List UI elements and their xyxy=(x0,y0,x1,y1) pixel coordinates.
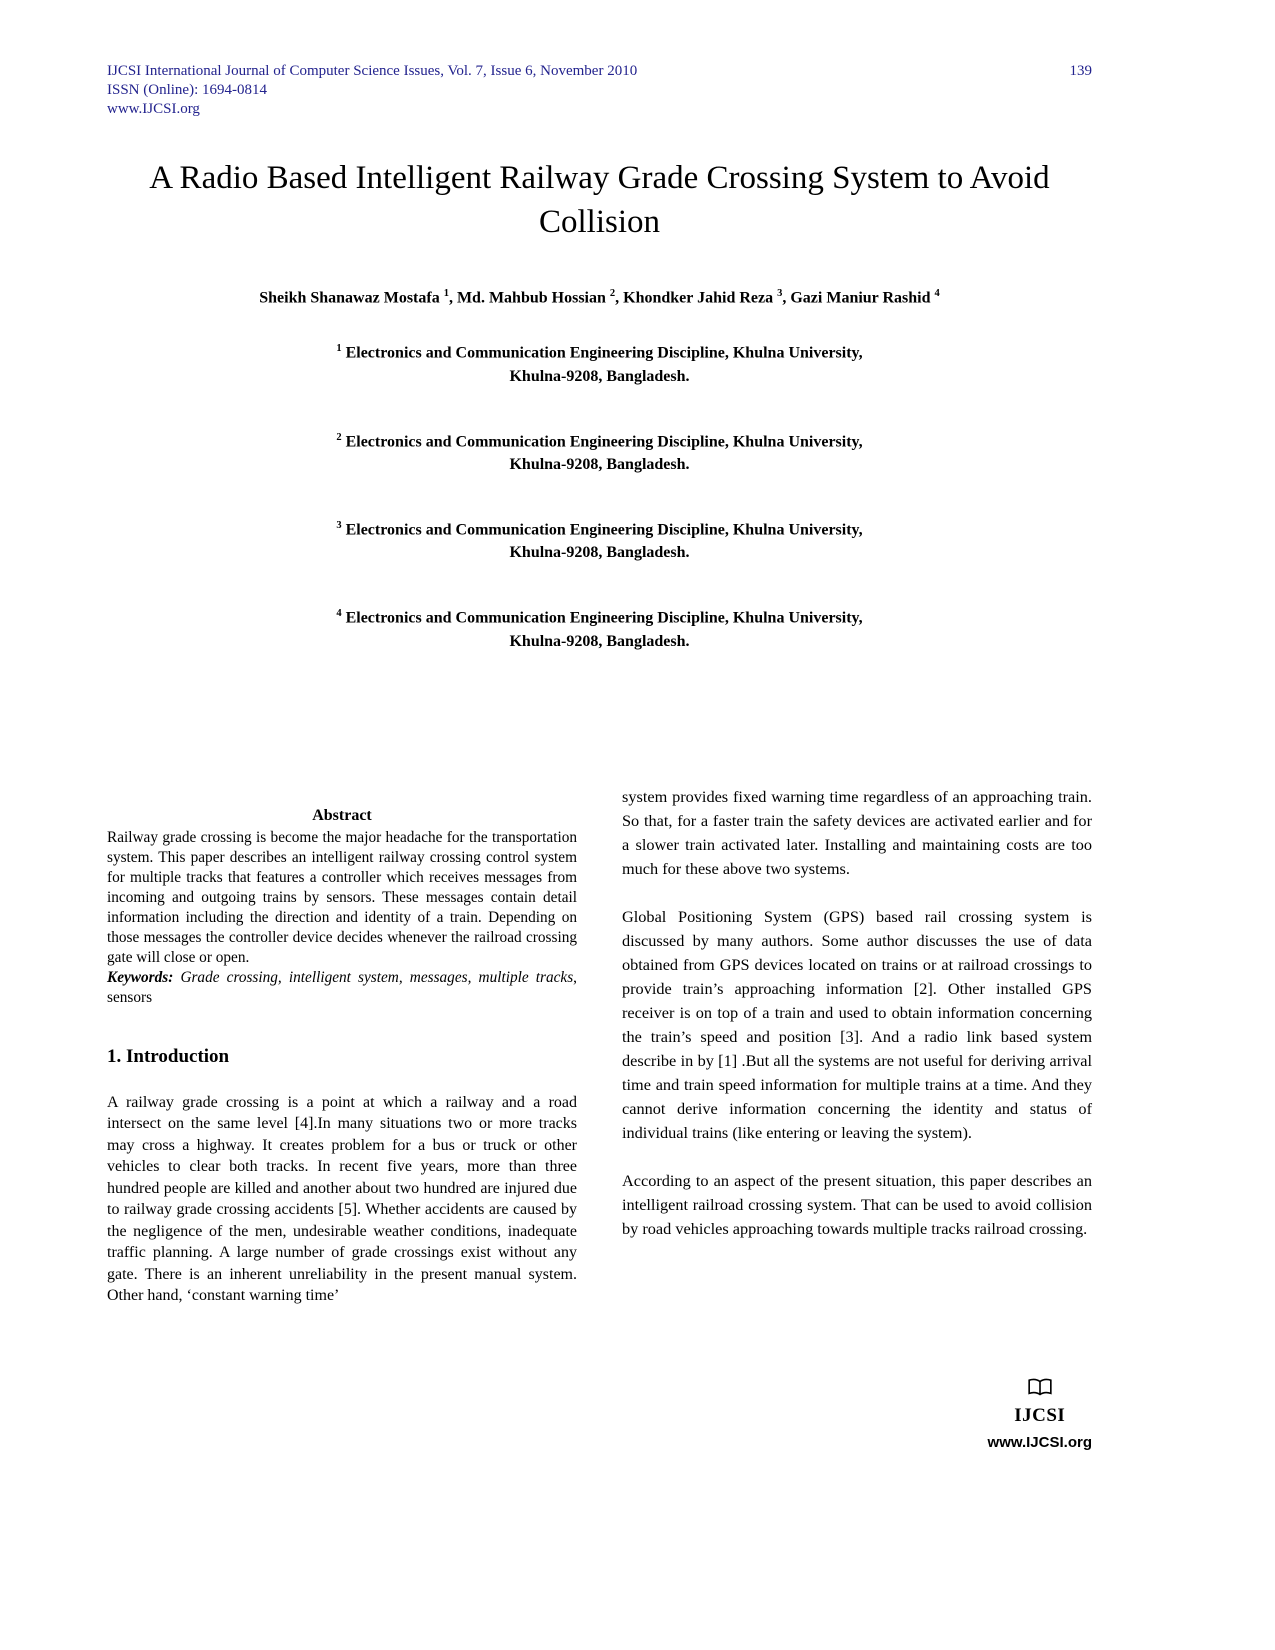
journal-website: www.IJCSI.org xyxy=(107,101,200,117)
paper-title: A Radio Based Intelligent Railway Grade Crossing System to Avoid Collision xyxy=(149,160,1050,240)
page-number: 139 xyxy=(1069,63,1092,79)
affiliation-1-line1 xyxy=(107,337,1092,364)
right-paragraph-1: system provides fixed warning time regardless of an approaching train. So that, for a faster train the safety devices are activated earlier and for a slower train activated later. Installing and maintaining costs are too much for these above two systems. xyxy=(622,786,1092,878)
footer-website: www.IJCSI.org xyxy=(987,1434,1092,1451)
affiliation-3-line1 xyxy=(107,514,1092,541)
right-paragraph-3: According to an aspect of the present situation, this paper describes an intelligent railroad crossing system. That can be used to avoid collision by road vehicles approaching towards multiple tracks railroad crossing. xyxy=(622,1170,1092,1238)
left-column xyxy=(107,785,577,1307)
keywords-line xyxy=(107,968,577,1008)
affiliation-4-sup: 4 xyxy=(336,608,342,620)
affiliation-3-text: Electronics and Communication Engineering Discipline, Khulna University, xyxy=(345,521,863,539)
affiliation-2-text: Electronics and Communication Engineering Discipline, Khulna University, xyxy=(345,433,863,451)
author-2-sup: 2 xyxy=(609,288,616,300)
right-paragraph-2: Global Positioning System (GPS) based rail crossing system is discussed by many authors. Some author discusses the use of data obtained from GPS devices located on trains or at railroad crossings to provide train’s approaching information [2]. Other installed GPS receiver is on top of a train and used to obtain information concerning the train’s speed and position [3]. And a radio link based system describe in by [1] .But all the systems are not useful for deriving arrival time and train speed information for multiple trains at a time. And they cannot derive information concerning the identity and status of individual trains (like entering or leaving the system). xyxy=(622,906,1092,1142)
open-book-icon xyxy=(1027,1378,1053,1403)
affiliation-3-sup: 3 xyxy=(336,520,342,532)
affiliation-4 xyxy=(107,602,1092,652)
affiliation-3 xyxy=(107,514,1092,564)
journal-line: IJCSI International Journal of Computer Science Issues, Vol. 7, Issue 6, November 2010 xyxy=(107,63,638,79)
author-separator: , xyxy=(615,289,624,307)
author-4-name: Gazi Maniur Rashid xyxy=(790,289,935,307)
footer-logo-text: IJCSI xyxy=(1014,1405,1066,1426)
introduction-heading: 1. Introduction xyxy=(107,1045,230,1067)
keywords-italic: Grade crossing, intelligent system, messages, multiple tracks xyxy=(180,968,574,986)
author-separator: , xyxy=(782,289,791,307)
affiliation-1-line2: Khulna-9208, Bangladesh. xyxy=(509,367,690,385)
affiliation-3-line2: Khulna-9208, Bangladesh. xyxy=(509,544,690,562)
affiliation-1 xyxy=(107,337,1092,387)
journal-footer-logo xyxy=(988,1378,1092,1451)
affiliation-2 xyxy=(107,426,1092,476)
author-1-sup: 1 xyxy=(443,288,449,300)
author-1-name: Sheikh Shanawaz Mostafa xyxy=(259,289,444,307)
affiliation-4-line1 xyxy=(107,602,1092,629)
introduction-paragraph: A railway grade crossing is a point at which a railway and a road intersect on the same level [4].In many situations two or more tracks may cross a highway. It creates problem for a bus or truck or other vehicles to clear both tracks. In recent five years, more than three hundred people are killed and another about two hundred are injured due to railway grade crossing accidents [5]. Whether accidents are caused by the negligence of the men, undesirable weather conditions, inadequate traffic planning. A large number of grade crossings exist without any gate. There is an inherent unreliability in the present manual system. Other hand, ‘constant warning time’ xyxy=(107,1093,577,1305)
page-content xyxy=(107,0,1092,1307)
author-3-sup: 3 xyxy=(777,288,783,300)
affiliation-2-line1 xyxy=(107,426,1092,453)
author-3-name: Khondker Jahid Reza xyxy=(623,289,778,307)
journal-header-block xyxy=(107,62,637,119)
authors-line xyxy=(107,288,1092,307)
affiliation-2-line2: Khulna-9208, Bangladesh. xyxy=(509,456,690,474)
author-4-sup: 4 xyxy=(934,288,940,300)
affiliation-4-line2: Khulna-9208, Bangladesh. xyxy=(509,632,690,650)
right-column xyxy=(622,785,1092,1307)
affiliation-4-text: Electronics and Communication Engineering Discipline, Khulna University, xyxy=(345,609,863,627)
keywords-label: Keywords: xyxy=(107,968,174,986)
affiliation-1-text: Electronics and Communication Engineering Discipline, Khulna University, xyxy=(345,344,863,362)
abstract-heading: Abstract xyxy=(312,806,372,824)
abstract-text: Railway grade crossing is become the major headache for the transportation system. This paper describes an intelligent railway crossing control system for multiple tracks that features a controller which receives messages from incoming and outgoing trains by sensors. These messages contain detail information including the direction and identity of a train. Depending on those messages the controller device decides whenever the railroad crossing gate will close or open. xyxy=(107,828,577,966)
author-2-name: Md. Mahbub Hossian xyxy=(456,289,610,307)
issn-line: ISSN (Online): 1694-0814 xyxy=(107,82,267,98)
two-column-body xyxy=(107,785,1092,1307)
affiliation-2-sup: 2 xyxy=(336,431,342,443)
page-header xyxy=(107,62,1092,119)
affiliation-1-sup: 1 xyxy=(336,343,342,355)
keywords-tail: , sensors xyxy=(107,968,577,1006)
author-separator: , xyxy=(448,289,457,307)
